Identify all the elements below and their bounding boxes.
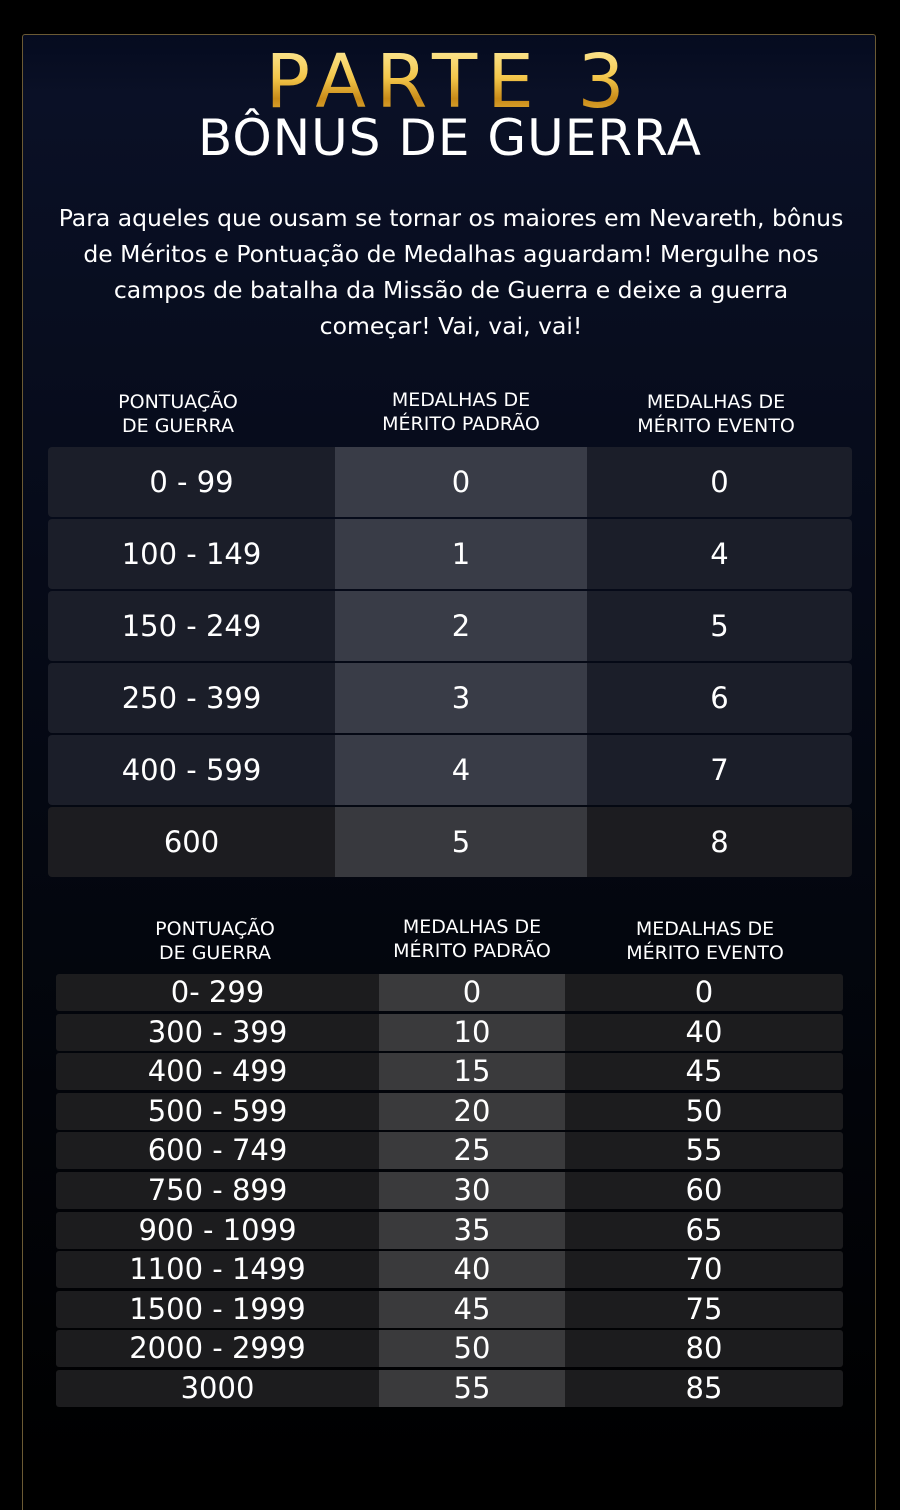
table2-header-score: PONTUAÇÃO DE GUERRA <box>155 918 275 964</box>
table2-row <box>56 1053 843 1090</box>
table2-standard-cell: 25 <box>379 1132 565 1169</box>
table2-row <box>56 1093 843 1130</box>
table1-event-cell: 8 <box>587 807 852 877</box>
table2-standard-cell: 20 <box>379 1093 565 1130</box>
table2-row <box>56 1172 843 1209</box>
table1-row <box>48 591 852 661</box>
table1-standard-cell: 5 <box>335 807 587 877</box>
table1-score-cell: 400 - 599 <box>48 735 335 805</box>
table2-row <box>56 1251 843 1288</box>
table2-event-cell: 75 <box>565 1291 843 1328</box>
table1-event-cell: 7 <box>587 735 852 805</box>
table2-standard-cell: 15 <box>379 1053 565 1090</box>
table2-event-cell: 70 <box>565 1251 843 1288</box>
table2-row <box>56 1212 843 1249</box>
intro-paragraph: Para aqueles que ousam se tornar os maiores em Nevareth, bônus de Méritos e Pontuação de Medalhas aguardam! Mergulhe nos campos de batalha da Missão de Guerra e deixe a guerra começar! Vai, vai, vai! <box>58 204 844 340</box>
table2-event-cell: 55 <box>565 1132 843 1169</box>
table2-event-cell: 0 <box>565 974 843 1011</box>
table1-header-score: PONTUAÇÃO DE GUERRA <box>118 391 238 437</box>
table1-event-cell: 0 <box>587 447 852 517</box>
table2-score-cell: 2000 - 2999 <box>56 1330 379 1367</box>
table1-row <box>48 663 852 733</box>
table1-header-standard: MEDALHAS DE MÉRITO PADRÃO <box>382 389 540 435</box>
table2-event-cell: 65 <box>565 1212 843 1249</box>
table1-row <box>48 807 852 877</box>
table1-score-cell: 0 - 99 <box>48 447 335 517</box>
table2-score-cell: 600 - 749 <box>56 1132 379 1169</box>
table2-score-cell: 300 - 399 <box>56 1014 379 1051</box>
table2-standard-cell: 40 <box>379 1251 565 1288</box>
table1-standard-cell: 1 <box>335 519 587 589</box>
table1-score-cell: 100 - 149 <box>48 519 335 589</box>
table1-score-cell: 150 - 249 <box>48 591 335 661</box>
table1-event-cell: 4 <box>587 519 852 589</box>
table2-score-cell: 900 - 1099 <box>56 1212 379 1249</box>
table1-standard-cell: 2 <box>335 591 587 661</box>
table1-score-cell: 600 <box>48 807 335 877</box>
table2-row <box>56 1370 843 1407</box>
table1-row <box>48 519 852 589</box>
page-title: PARTE 3 <box>0 40 900 124</box>
table1-standard-cell: 4 <box>335 735 587 805</box>
table2-standard-cell: 30 <box>379 1172 565 1209</box>
table1-row <box>48 447 852 517</box>
table2-standard-cell: 55 <box>379 1370 565 1407</box>
table1-row <box>48 735 852 805</box>
table2-standard-cell: 50 <box>379 1330 565 1367</box>
table2-score-cell: 400 - 499 <box>56 1053 379 1090</box>
table2-score-cell: 0- 299 <box>56 974 379 1011</box>
table1-score-cell: 250 - 399 <box>48 663 335 733</box>
table1-event-cell: 5 <box>587 591 852 661</box>
table2-standard-cell: 0 <box>379 974 565 1011</box>
table2-event-cell: 40 <box>565 1014 843 1051</box>
table2-row <box>56 1132 843 1169</box>
table2-score-cell: 1500 - 1999 <box>56 1291 379 1328</box>
page-subtitle: BÔNUS DE GUERRA <box>198 109 702 167</box>
table2-event-cell: 80 <box>565 1330 843 1367</box>
table1-standard-cell: 3 <box>335 663 587 733</box>
table2-event-cell: 85 <box>565 1370 843 1407</box>
table2-standard-cell: 45 <box>379 1291 565 1328</box>
table2-row <box>56 974 843 1011</box>
table2-header-standard: MEDALHAS DE MÉRITO PADRÃO <box>393 916 551 962</box>
table2-standard-cell: 10 <box>379 1014 565 1051</box>
table2-score-cell: 1100 - 1499 <box>56 1251 379 1288</box>
table2-score-cell: 500 - 599 <box>56 1093 379 1130</box>
table2-event-cell: 50 <box>565 1093 843 1130</box>
table2-standard-cell: 35 <box>379 1212 565 1249</box>
table2-event-cell: 45 <box>565 1053 843 1090</box>
table2-row <box>56 1330 843 1367</box>
table2-row <box>56 1014 843 1051</box>
table2-score-cell: 750 - 899 <box>56 1172 379 1209</box>
table1-standard-cell: 0 <box>335 447 587 517</box>
table2-event-cell: 60 <box>565 1172 843 1209</box>
table1-header-event: MEDALHAS DE MÉRITO EVENTO <box>637 391 795 437</box>
table2-header-event: MEDALHAS DE MÉRITO EVENTO <box>626 918 784 964</box>
table2-row <box>56 1291 843 1328</box>
table1-event-cell: 6 <box>587 663 852 733</box>
table2-score-cell: 3000 <box>56 1370 379 1407</box>
